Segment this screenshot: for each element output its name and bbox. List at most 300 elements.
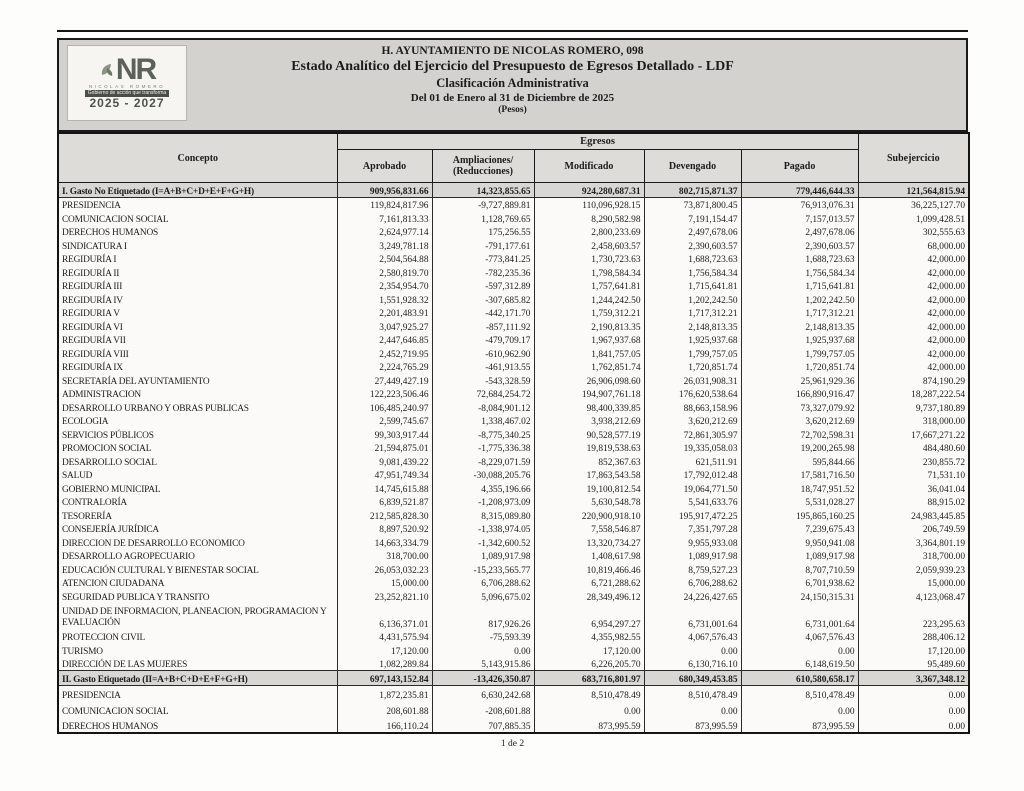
concept-cell: COMUNICACION SOCIAL bbox=[58, 211, 337, 225]
amount-cell: -610,962.90 bbox=[432, 346, 534, 360]
concept-cell: TESORERÍA bbox=[58, 508, 337, 522]
amount-cell: 14,323,855.65 bbox=[432, 183, 534, 198]
amount-cell: 1,089,917.98 bbox=[741, 549, 858, 563]
amount-cell: 779,446,644.33 bbox=[741, 183, 858, 198]
amount-cell: 76,913,076.31 bbox=[741, 197, 858, 211]
amount-cell: 6,706,288.62 bbox=[432, 576, 534, 590]
amount-cell: 122,223,506.46 bbox=[337, 387, 432, 401]
amount-cell: 24,226,427.65 bbox=[644, 589, 741, 603]
table-row bbox=[58, 306, 969, 320]
concept-cell: PROTECCION CIVIL bbox=[58, 630, 337, 644]
document-titles bbox=[59, 44, 966, 117]
amount-cell: 14,663,334.79 bbox=[337, 535, 432, 549]
amount-cell: 2,497,678.06 bbox=[644, 225, 741, 239]
section-row bbox=[58, 671, 969, 686]
table-row bbox=[58, 535, 969, 549]
amount-cell: 697,143,152.84 bbox=[337, 671, 432, 686]
amount-cell: 2,148,813.35 bbox=[741, 319, 858, 333]
amount-cell: 7,558,546.87 bbox=[534, 522, 644, 536]
amount-cell: 1,720,851.74 bbox=[644, 360, 741, 374]
amount-cell: 0.00 bbox=[741, 701, 858, 717]
amount-cell: 25,961,929.36 bbox=[741, 373, 858, 387]
amount-cell: 72,684,254.72 bbox=[432, 387, 534, 401]
amount-cell: 42,000.00 bbox=[858, 360, 969, 374]
amount-cell: 4,067,576.43 bbox=[741, 630, 858, 644]
amount-cell: 873,995.59 bbox=[534, 717, 644, 734]
amount-cell: 121,564,815.94 bbox=[858, 183, 969, 198]
concept-cell: UNIDAD DE INFORMACION, PLANEACION, PROGRAMACION Y EVALUACIÓN bbox=[58, 603, 337, 630]
amount-cell: 2,458,603.57 bbox=[534, 238, 644, 252]
amount-cell: -1,208,973.09 bbox=[432, 495, 534, 509]
table-row bbox=[58, 211, 969, 225]
table-row bbox=[58, 279, 969, 293]
amount-cell: 8,290,582.98 bbox=[534, 211, 644, 225]
amount-cell: 707,885.35 bbox=[432, 717, 534, 734]
amount-cell: 88,663,158.96 bbox=[644, 400, 741, 414]
table-row bbox=[58, 630, 969, 644]
amount-cell: 223,295.63 bbox=[858, 603, 969, 630]
amount-cell: 88,915.02 bbox=[858, 495, 969, 509]
amount-cell: 2,224,765.29 bbox=[337, 360, 432, 374]
amount-cell: 208,601.88 bbox=[337, 701, 432, 717]
amount-cell: 1,089,917.98 bbox=[432, 549, 534, 563]
amount-cell: 3,938,212.69 bbox=[534, 414, 644, 428]
amount-cell: 17,863,543.58 bbox=[534, 468, 644, 482]
amount-cell: 24,983,445.85 bbox=[858, 508, 969, 522]
amount-cell: 7,157,013.57 bbox=[741, 211, 858, 225]
amount-cell: 318,700.00 bbox=[858, 549, 969, 563]
amount-cell: 874,190.29 bbox=[858, 373, 969, 387]
amount-cell: 1,756,584.34 bbox=[644, 265, 741, 279]
amount-cell: 19,064,771.50 bbox=[644, 481, 741, 495]
amount-cell: 42,000.00 bbox=[858, 333, 969, 347]
amount-cell: 26,031,908.31 bbox=[644, 373, 741, 387]
amount-cell: 8,707,710.59 bbox=[741, 562, 858, 576]
column-header-ampliaciones: Ampliaciones/ (Reducciones) bbox=[432, 150, 534, 183]
amount-cell: 19,100,812.54 bbox=[534, 481, 644, 495]
amount-cell: 9,955,933.08 bbox=[644, 535, 741, 549]
table-row bbox=[58, 373, 969, 387]
amount-cell: 13,320,734.27 bbox=[534, 535, 644, 549]
concept-cell: PROMOCION SOCIAL bbox=[58, 441, 337, 455]
amount-cell: 18,287,222.54 bbox=[858, 387, 969, 401]
amount-cell: 195,865,160.25 bbox=[741, 508, 858, 522]
amount-cell: 1,715,641.81 bbox=[644, 279, 741, 293]
table-row bbox=[58, 238, 969, 252]
amount-cell: 17,120.00 bbox=[534, 643, 644, 657]
amount-cell: 0.00 bbox=[534, 701, 644, 717]
amount-cell: 3,620,212.69 bbox=[741, 414, 858, 428]
amount-cell: 195,917,472.25 bbox=[644, 508, 741, 522]
amount-cell: 19,335,058.03 bbox=[644, 441, 741, 455]
amount-cell: -15,233,565.77 bbox=[432, 562, 534, 576]
amount-cell: 15,000.00 bbox=[858, 576, 969, 590]
table-row bbox=[58, 265, 969, 279]
logo-city-text: NICOLAS ROMERO bbox=[88, 83, 166, 89]
group-header-egresos: Egresos bbox=[337, 133, 858, 150]
concept-cell: II. Gasto Etiquetado (II=A+B+C+D+E+F+G+H) bbox=[58, 671, 337, 686]
amount-cell: -8,775,340.25 bbox=[432, 427, 534, 441]
amount-cell: -75,593.39 bbox=[432, 630, 534, 644]
amount-cell: 1,089,917.98 bbox=[644, 549, 741, 563]
amount-cell: -9,727,889.81 bbox=[432, 197, 534, 211]
table-row bbox=[58, 346, 969, 360]
concept-cell: COMUNICACION SOCIAL bbox=[58, 701, 337, 717]
title-block bbox=[57, 38, 968, 132]
concept-cell: DIRECCION DE DESARROLLO ECONOMICO bbox=[58, 535, 337, 549]
amount-cell: 23,252,821.10 bbox=[337, 589, 432, 603]
amount-cell: 220,900,918.10 bbox=[534, 508, 644, 522]
amount-cell: 924,280,687.31 bbox=[534, 183, 644, 198]
amount-cell: 9,950,941.08 bbox=[741, 535, 858, 549]
amount-cell: 1,202,242.50 bbox=[644, 292, 741, 306]
concept-cell: SERVICIOS PÚBLICOS bbox=[58, 427, 337, 441]
amount-cell: 7,239,675.43 bbox=[741, 522, 858, 536]
amount-cell: -461,913.55 bbox=[432, 360, 534, 374]
logo-monogram bbox=[99, 52, 156, 86]
amount-cell: 99,303,917.44 bbox=[337, 427, 432, 441]
amount-cell: 42,000.00 bbox=[858, 279, 969, 293]
amount-cell: 2,190,813.35 bbox=[534, 319, 644, 333]
amount-cell: -442,171.70 bbox=[432, 306, 534, 320]
amount-cell: 24,150,315.31 bbox=[741, 589, 858, 603]
amount-cell: 17,120.00 bbox=[858, 643, 969, 657]
amount-cell: 3,364,801.19 bbox=[858, 535, 969, 549]
amount-cell: 6,148,619.50 bbox=[741, 657, 858, 671]
concept-cell: DESARROLLO SOCIAL bbox=[58, 454, 337, 468]
amount-cell: 7,161,813.33 bbox=[337, 211, 432, 225]
amount-cell: 8,897,520.92 bbox=[337, 522, 432, 536]
column-header-pagado: Pagado bbox=[741, 150, 858, 183]
table-row bbox=[58, 685, 969, 701]
amount-cell: 42,000.00 bbox=[858, 292, 969, 306]
amount-cell: 2,447,646.85 bbox=[337, 333, 432, 347]
table-row bbox=[58, 387, 969, 401]
amount-cell: 0.00 bbox=[858, 717, 969, 734]
table-row bbox=[58, 562, 969, 576]
table-row bbox=[58, 319, 969, 333]
amount-cell: 318,700.00 bbox=[337, 549, 432, 563]
budget-table-header bbox=[58, 133, 969, 183]
amount-cell: 36,225,127.70 bbox=[858, 197, 969, 211]
amount-cell: -773,841.25 bbox=[432, 252, 534, 266]
amount-cell: 2,148,813.35 bbox=[644, 319, 741, 333]
table-row bbox=[58, 441, 969, 455]
concept-cell: ADMINISTRACION bbox=[58, 387, 337, 401]
amount-cell: 2,390,603.57 bbox=[644, 238, 741, 252]
amount-cell: 17,667,271.22 bbox=[858, 427, 969, 441]
amount-cell: 595,844.66 bbox=[741, 454, 858, 468]
concept-cell: CONTRALORÍA bbox=[58, 495, 337, 509]
amount-cell: 817,926.26 bbox=[432, 603, 534, 630]
table-row bbox=[58, 360, 969, 374]
units-label: (Pesos) bbox=[498, 105, 527, 116]
amount-cell: 3,367,348.12 bbox=[858, 671, 969, 686]
amount-cell: 175,256.55 bbox=[432, 225, 534, 239]
concept-cell: DESARROLLO URBANO Y OBRAS PUBLICAS bbox=[58, 400, 337, 414]
amount-cell: 4,431,575.94 bbox=[337, 630, 432, 644]
amount-cell: 6,731,001.64 bbox=[644, 603, 741, 630]
amount-cell: 19,819,538.63 bbox=[534, 441, 644, 455]
amount-cell: 8,510,478.49 bbox=[741, 685, 858, 701]
amount-cell: 302,555.63 bbox=[858, 225, 969, 239]
table-row bbox=[58, 197, 969, 211]
classification-subtitle: Clasificación Administrativa bbox=[436, 75, 589, 90]
amount-cell: 19,200,265.98 bbox=[741, 441, 858, 455]
table-row bbox=[58, 717, 969, 734]
table-row bbox=[58, 292, 969, 306]
document-title: Estado Analítico del Ejercicio del Presupuesto de Egresos Detallado - LDF bbox=[291, 59, 734, 75]
amount-cell: 26,906,098.60 bbox=[534, 373, 644, 387]
amount-cell: 8,510,478.49 bbox=[534, 685, 644, 701]
amount-cell: 21,594,875.01 bbox=[337, 441, 432, 455]
table-row bbox=[58, 522, 969, 536]
concept-cell: REGIDURIA V bbox=[58, 306, 337, 320]
amount-cell: 42,000.00 bbox=[858, 265, 969, 279]
concept-cell: CONSEJERÍA JURÍDICA bbox=[58, 522, 337, 536]
amount-cell: 6,226,205.70 bbox=[534, 657, 644, 671]
concept-cell: ATENCION CIUDADANA bbox=[58, 576, 337, 590]
amount-cell: 1,730,723.63 bbox=[534, 252, 644, 266]
budget-table bbox=[57, 132, 970, 734]
amount-cell: 9,081,439.22 bbox=[337, 454, 432, 468]
logo-term-text: 2025 - 2027 bbox=[89, 95, 165, 110]
top-rule bbox=[57, 30, 968, 32]
amount-cell: 1,925,937.68 bbox=[644, 333, 741, 347]
amount-cell: 18,747,951.52 bbox=[741, 481, 858, 495]
amount-cell: 2,599,745.67 bbox=[337, 414, 432, 428]
amount-cell: 1,720,851.74 bbox=[741, 360, 858, 374]
amount-cell: 2,580,819.70 bbox=[337, 265, 432, 279]
table-row bbox=[58, 454, 969, 468]
amount-cell: 230,855.72 bbox=[858, 454, 969, 468]
amount-cell: 2,059,939.23 bbox=[858, 562, 969, 576]
concept-cell: SALUD bbox=[58, 468, 337, 482]
amount-cell: 1,756,584.34 bbox=[741, 265, 858, 279]
amount-cell: 71,531.10 bbox=[858, 468, 969, 482]
logo-slogan-text: Gobierno de acción que transforma bbox=[85, 90, 169, 97]
amount-cell: 98,400,339.85 bbox=[534, 400, 644, 414]
table-row bbox=[58, 495, 969, 509]
amount-cell: 0.00 bbox=[858, 685, 969, 701]
amount-cell: -479,709.17 bbox=[432, 333, 534, 347]
table-row bbox=[58, 657, 969, 671]
amount-cell: 166,890,916.47 bbox=[741, 387, 858, 401]
amount-cell: 110,096,928.15 bbox=[534, 197, 644, 211]
amount-cell: 72,861,305.97 bbox=[644, 427, 741, 441]
amount-cell: 212,585,828.30 bbox=[337, 508, 432, 522]
amount-cell: -208,601.88 bbox=[432, 701, 534, 717]
amount-cell: 5,541,633.76 bbox=[644, 495, 741, 509]
amount-cell: 1,128,769.65 bbox=[432, 211, 534, 225]
amount-cell: 1,759,312.21 bbox=[534, 306, 644, 320]
concept-cell: DERECHOS HUMANOS bbox=[58, 225, 337, 239]
amount-cell: 5,096,675.02 bbox=[432, 589, 534, 603]
amount-cell: 95,489.60 bbox=[858, 657, 969, 671]
table-row bbox=[58, 468, 969, 482]
amount-cell: -1,342,600.52 bbox=[432, 535, 534, 549]
amount-cell: 2,390,603.57 bbox=[741, 238, 858, 252]
concept-cell: TURISMO bbox=[58, 643, 337, 657]
amount-cell: 1,408,617.98 bbox=[534, 549, 644, 563]
amount-cell: 42,000.00 bbox=[858, 306, 969, 320]
amount-cell: 3,047,925.27 bbox=[337, 319, 432, 333]
amount-cell: 194,907,761.18 bbox=[534, 387, 644, 401]
concept-cell: PRESIDENCIA bbox=[58, 197, 337, 211]
amount-cell: 6,731,001.64 bbox=[741, 603, 858, 630]
amount-cell: 6,130,716.10 bbox=[644, 657, 741, 671]
amount-cell: 288,406.12 bbox=[858, 630, 969, 644]
table-row bbox=[58, 252, 969, 266]
amount-cell: 6,136,371.01 bbox=[337, 603, 432, 630]
amount-cell: 873,995.59 bbox=[741, 717, 858, 734]
amount-cell: 318,000.00 bbox=[858, 414, 969, 428]
amount-cell: 7,351,797.28 bbox=[644, 522, 741, 536]
concept-cell: I. Gasto No Etiquetado (I=A+B+C+D+E+F+G+H) bbox=[58, 183, 337, 198]
amount-cell: 621,511.91 bbox=[644, 454, 741, 468]
amount-cell: 852,367.63 bbox=[534, 454, 644, 468]
amount-cell: 1,925,937.68 bbox=[741, 333, 858, 347]
amount-cell: 8,315,089.80 bbox=[432, 508, 534, 522]
amount-cell: -8,084,901.12 bbox=[432, 400, 534, 414]
table-row bbox=[58, 549, 969, 563]
amount-cell: 2,201,483.91 bbox=[337, 306, 432, 320]
amount-cell: 42,000.00 bbox=[858, 346, 969, 360]
amount-cell: 1,799,757.05 bbox=[741, 346, 858, 360]
amount-cell: 2,624,977.14 bbox=[337, 225, 432, 239]
amount-cell: 4,123,068.47 bbox=[858, 589, 969, 603]
amount-cell: 2,497,678.06 bbox=[741, 225, 858, 239]
amount-cell: 6,706,288.62 bbox=[644, 576, 741, 590]
column-header-aprobado: Aprobado bbox=[337, 150, 432, 183]
amount-cell: 3,249,781.18 bbox=[337, 238, 432, 252]
amount-cell: 119,824,817.96 bbox=[337, 197, 432, 211]
concept-cell: PRESIDENCIA bbox=[58, 685, 337, 701]
amount-cell: 610,580,658.17 bbox=[741, 671, 858, 686]
column-header-concepto: Concepto bbox=[58, 133, 337, 183]
amount-cell: 42,000.00 bbox=[858, 252, 969, 266]
amount-cell: 72,702,598.31 bbox=[741, 427, 858, 441]
period-text: Del 01 de Enero al 31 de Diciembre de 2025 bbox=[410, 91, 615, 104]
amount-cell: 6,721,288.62 bbox=[534, 576, 644, 590]
concept-cell: REGIDURÍA VIII bbox=[58, 346, 337, 360]
amount-cell: 206,749.59 bbox=[858, 522, 969, 536]
amount-cell: 1,715,641.81 bbox=[741, 279, 858, 293]
budget-table-body bbox=[58, 183, 969, 734]
amount-cell: 17,581,716.50 bbox=[741, 468, 858, 482]
amount-cell: 6,701,938.62 bbox=[741, 576, 858, 590]
amount-cell: 68,000.00 bbox=[858, 238, 969, 252]
amount-cell: 27,449,427.19 bbox=[337, 373, 432, 387]
amount-cell: 8,759,527.23 bbox=[644, 562, 741, 576]
amount-cell: 4,355,196.66 bbox=[432, 481, 534, 495]
concept-cell: REGIDURÍA IX bbox=[58, 360, 337, 374]
amount-cell: 9,737,180.89 bbox=[858, 400, 969, 414]
amount-cell: 0.00 bbox=[644, 701, 741, 717]
concept-cell: REGIDURÍA I bbox=[58, 252, 337, 266]
amount-cell: 1,717,312.21 bbox=[644, 306, 741, 320]
amount-cell: 2,452,719.95 bbox=[337, 346, 432, 360]
amount-cell: 0.00 bbox=[741, 643, 858, 657]
concept-cell: SEGURIDAD PUBLICA Y TRANSITO bbox=[58, 589, 337, 603]
column-header-subejercicio: Subejercicio bbox=[858, 133, 969, 183]
document-sheet bbox=[57, 30, 968, 749]
amount-cell: 1,967,937.68 bbox=[534, 333, 644, 347]
concept-cell: ECOLOGIA bbox=[58, 414, 337, 428]
amount-cell: 802,715,871.37 bbox=[644, 183, 741, 198]
amount-cell: 17,120.00 bbox=[337, 643, 432, 657]
logo-letters: NR bbox=[115, 52, 156, 86]
table-row bbox=[58, 481, 969, 495]
amount-cell: 14,745,615.88 bbox=[337, 481, 432, 495]
amount-cell: 1,688,723.63 bbox=[644, 252, 741, 266]
table-row bbox=[58, 643, 969, 657]
amount-cell: 6,954,297.27 bbox=[534, 603, 644, 630]
amount-cell: 17,792,012.48 bbox=[644, 468, 741, 482]
table-row bbox=[58, 400, 969, 414]
amount-cell: 7,191,154.47 bbox=[644, 211, 741, 225]
amount-cell: -857,111.92 bbox=[432, 319, 534, 333]
amount-cell: 484,480.60 bbox=[858, 441, 969, 455]
amount-cell: 909,956,831.66 bbox=[337, 183, 432, 198]
amount-cell: 176,620,538.64 bbox=[644, 387, 741, 401]
amount-cell: 73,327,079.92 bbox=[741, 400, 858, 414]
amount-cell: 8,510,478.49 bbox=[644, 685, 741, 701]
amount-cell: 0.00 bbox=[858, 701, 969, 717]
column-header-devengado: Devengado bbox=[644, 150, 741, 183]
amount-cell: 4,355,982.55 bbox=[534, 630, 644, 644]
amount-cell: 28,349,496.12 bbox=[534, 589, 644, 603]
amount-cell: -307,685.82 bbox=[432, 292, 534, 306]
amount-cell: 1,082,289.84 bbox=[337, 657, 432, 671]
amount-cell: 1,798,584.34 bbox=[534, 265, 644, 279]
concept-cell: REGIDURÍA VII bbox=[58, 333, 337, 347]
concept-cell: DERECHOS HUMANOS bbox=[58, 717, 337, 734]
section-row bbox=[58, 183, 969, 198]
amount-cell: 1,872,235.81 bbox=[337, 685, 432, 701]
amount-cell: 10,819,466.46 bbox=[534, 562, 644, 576]
concept-cell: REGIDURÍA III bbox=[58, 279, 337, 293]
concept-cell: GOBIERNO MUNICIPAL bbox=[58, 481, 337, 495]
amount-cell: 680,349,453.85 bbox=[644, 671, 741, 686]
table-row bbox=[58, 576, 969, 590]
amount-cell: -13,426,350.87 bbox=[432, 671, 534, 686]
amount-cell: 1,551,928.32 bbox=[337, 292, 432, 306]
table-row bbox=[58, 414, 969, 428]
amount-cell: 42,000.00 bbox=[858, 319, 969, 333]
concept-cell: SECRETARÍA DEL AYUNTAMIENTO bbox=[58, 373, 337, 387]
amount-cell: 15,000.00 bbox=[337, 576, 432, 590]
amount-cell: 166,110.24 bbox=[337, 717, 432, 734]
amount-cell: 1,338,467.02 bbox=[432, 414, 534, 428]
concept-cell: DIRECCIÓN DE LAS MUJERES bbox=[58, 657, 337, 671]
amount-cell: 47,951,749.34 bbox=[337, 468, 432, 482]
amount-cell: -597,312.89 bbox=[432, 279, 534, 293]
amount-cell: 1,244,242.50 bbox=[534, 292, 644, 306]
amount-cell: 1,202,242.50 bbox=[741, 292, 858, 306]
amount-cell: 1,841,757.05 bbox=[534, 346, 644, 360]
table-row bbox=[58, 225, 969, 239]
table-row bbox=[58, 701, 969, 717]
amount-cell: -1,775,336.38 bbox=[432, 441, 534, 455]
concept-cell: REGIDURÍA II bbox=[58, 265, 337, 279]
amount-cell: 1,099,428.51 bbox=[858, 211, 969, 225]
page-number: 1 de 2 bbox=[500, 739, 525, 749]
table-row bbox=[58, 603, 969, 630]
amount-cell: 73,871,800.45 bbox=[644, 197, 741, 211]
amount-cell: 1,799,757.05 bbox=[644, 346, 741, 360]
table-row bbox=[58, 589, 969, 603]
